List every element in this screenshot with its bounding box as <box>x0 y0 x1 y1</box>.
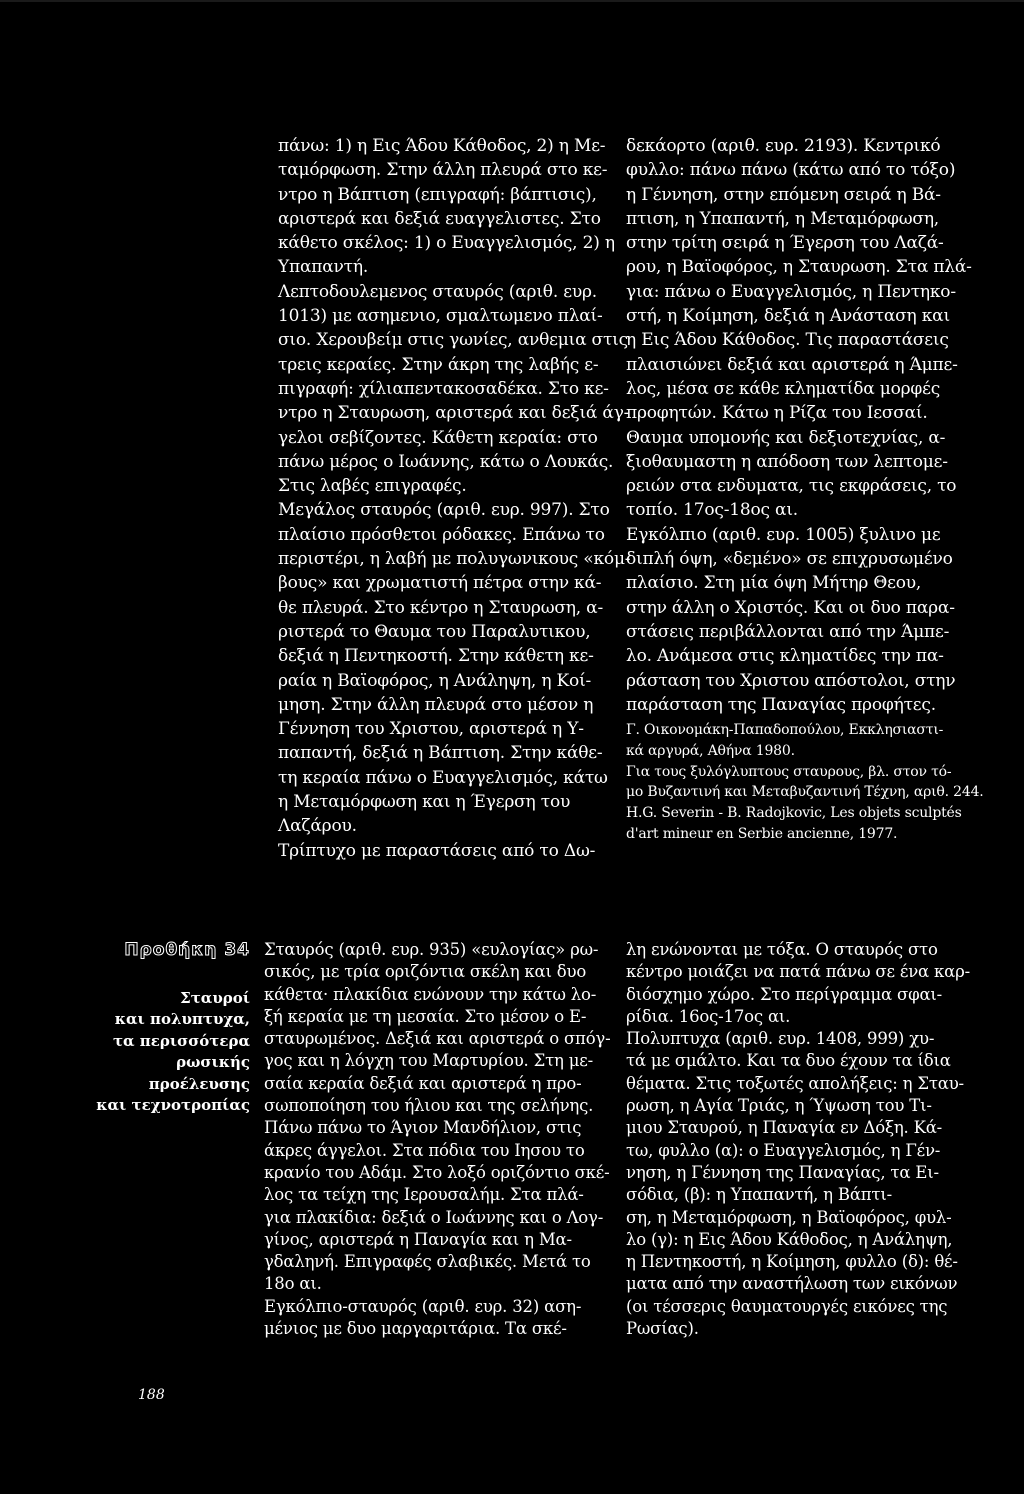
text-line: ντρο η Σταυρωση, αριστερά και δεξιά άγ- <box>278 403 630 424</box>
subtitle-line: και πολυπτυχα, <box>114 1010 250 1029</box>
text-line: τοπίο. 17ος-18ος αι. <box>626 500 798 521</box>
text-line: ξιοθαυμαστη η απόδοση των λεπτομε- <box>626 451 948 472</box>
text-line: τω, φυλλο (α): ο Ευαγγελισμός, η Γέν- <box>626 1140 941 1160</box>
text-line: σιο. Χερουβείμ στις γωνίες, ανθεμια στις <box>278 330 628 351</box>
text-line: στή, η Κοίμηση, δεξιά η Ανάσταση και <box>626 306 950 327</box>
reference-line: Γ. Οικονομάκη-Παπαδοπούλου, Εκκλησιαστι- <box>626 722 944 738</box>
text-line: 1013) με ασημενιο, σμαλτωμενο πλαί- <box>278 306 603 327</box>
reference-line: κά αργυρά, Αθήνα 1980. <box>626 742 795 759</box>
text-line: ρου, η Βαϊοφόρος, η Σταυρωση. Στα πλά- <box>626 257 972 278</box>
text-line: Λαζάρου. <box>278 816 357 837</box>
text-line: 18ο αι. <box>264 1274 322 1294</box>
reference-line: μο Βυζαντινή και Μεταβυζαντινή Τέχνη, αριθ. 244. <box>626 784 984 801</box>
text-line: νηση, η Γέννηση της Παναγίας, τα Ει- <box>626 1162 939 1182</box>
text-line: παπαντή, δεξιά η Βάπτιση. Στην κάθε- <box>278 743 603 764</box>
text-line: Πάνω πάνω το Άγιον Μανδήλιον, στις <box>264 1118 582 1138</box>
text-line: πάνω: 1) η Εις Άδου Κάθοδος, 2) η Με- <box>278 136 606 156</box>
text-line: προφητών. Κάτω η Ρίζα του Ιεσσαί. <box>626 403 928 424</box>
text-line: σαία κεραία δεξιά και αριστερά η προ- <box>264 1073 582 1093</box>
text-line: θε πλευρά. Στο κέντρο η Σταυρωση, α- <box>278 597 603 618</box>
top-left-column <box>278 134 631 863</box>
text-line: μένιος με δυο μαργαριτάρια. Τα σκέ- <box>264 1319 567 1339</box>
text-line: για πλακίδια: δεξιά ο Ιωάννης και ο Λογ- <box>264 1207 604 1227</box>
text-line: πάνω μέρος ο Ιωάννης, κάτω ο Λουκάς. <box>278 451 614 472</box>
text-line: κέντρο μοιάζει να πατά πάνω σε ένα καρ- <box>626 962 970 982</box>
subtitle-line: προέλευσης <box>148 1074 250 1093</box>
text-line: διπλή όψη, «δεμένο» σε επιχρυσωμένο <box>626 549 953 570</box>
text-line: άκρες άγγελοι. Στα πόδια του Ιησου το <box>264 1140 585 1160</box>
text-line: Μεγάλος σταυρός (αριθ. ευρ. 997). Στο <box>278 500 610 521</box>
text-line: μηση. Στην άλλη πλευρά στο μέσον η <box>278 694 594 715</box>
text-line: κρανίο του Αδάμ. Στο λοξό οριζόντιο σκέ- <box>264 1162 610 1182</box>
text-line: πιγραφή: χίλιαπεντακοσαδέκα. Στο κε- <box>278 378 609 399</box>
text-line: φυλλο: πάνω πάνω (κάτω από το τόξο) <box>626 160 956 181</box>
text-line: Ρωσίας). <box>626 1319 699 1339</box>
text-line: λο. Ανάμεσα στις κληματίδες την πα- <box>626 646 944 667</box>
text-line: πλαίσιο πρόσθετοι ρόδακες. Επάνω το <box>278 524 605 545</box>
text-line: γελοι σεβίζοντες. Κάθετη κεραία: στο <box>278 427 598 448</box>
text-line: Λεπτοδουλεμενος σταυρός (αριθ. ευρ. <box>278 281 597 302</box>
text-line: ράσταση του Χριστου απόστολοι, στην <box>626 670 956 691</box>
case-subtitle <box>80 988 250 1116</box>
subtitle-line: Σταυροί <box>180 989 250 1007</box>
references-block <box>626 720 984 845</box>
text-line: σόδια, (β): η Υπαπαντή, η Βάπτι- <box>626 1185 892 1205</box>
text-line: λη ενώνονται με τόξα. Ο σταυρός στο <box>626 940 938 959</box>
text-line: η Εις Άδου Κάθοδος. Τις παραστάσεις <box>626 330 949 351</box>
text-line: γος και η λόγχη του Μαρτυρίου. Στη με- <box>264 1051 593 1071</box>
text-line: πλαισιώνει δεξιά και αριστερά η Άμπε- <box>626 354 958 375</box>
text-line: τη κεραία πάνω ο Ευαγγελισμός, κάτω <box>278 767 608 788</box>
text-line: παράσταση της Παναγίας προφήτες. <box>626 694 936 715</box>
text-line: Υπαπαντή. <box>278 257 369 278</box>
reference-line: H.G. Severin - B. Radojkovic, Les objets sculptés <box>626 805 962 822</box>
text-line: Εγκόλπιο (αριθ. ευρ. 1005) ξυλινο με <box>626 524 941 545</box>
text-line: μιου Σταυρού, η Παναγία εν Δόξη. Κά- <box>626 1118 943 1138</box>
text-line: ντρο η Βάπτιση (επιγραφή: βάπτισις), <box>278 184 597 205</box>
reference-line: Για τους ξυλόγλυπτους σταυρους, βλ. στον τό- <box>626 763 952 780</box>
text-line: Γέννηση του Χριστου, αριστερά η Υ- <box>278 719 584 740</box>
bottom-middle-column <box>264 939 611 1340</box>
text-line: για: πάνω ο Ευαγγελισμός, η Πεντηκο- <box>626 281 956 302</box>
subtitle-line: ρωσικής <box>176 1053 250 1072</box>
text-line: ση, η Μεταμόρφωση, η Βαϊοφόρος, φυλ- <box>626 1207 952 1227</box>
text-line: τά με σμάλτο. Και τα δυο έχουν τα ίδια <box>626 1051 951 1071</box>
text-line: κάθετα· πλακίδια ενώνουν την κάτω λο- <box>264 984 597 1004</box>
text-line: (οι τέσσερις θαυματουργές εικόνες της <box>626 1296 948 1316</box>
text-line: δεκάορτο (αριθ. ευρ. 2193). Κεντρικό <box>626 136 941 156</box>
text-line: Σταυρός (αριθ. ευρ. 935) «ευλογίας» ρω- <box>264 940 599 959</box>
sidebar <box>80 940 250 1116</box>
text-line: γίνος, αριστερά η Παναγία και η Μα- <box>264 1229 572 1249</box>
subtitle-line: και τεχνοτροπίας <box>96 1096 250 1115</box>
reference-line: d'art mineur en Serbie ancienne, 1977. <box>626 825 898 842</box>
text-line: Στις λαβές επιγραφές. <box>278 476 467 497</box>
text-line: σταυρωμένος. Δεξιά και αριστερά ο σπόγ- <box>264 1029 611 1049</box>
text-line: στην άλλη ο Χριστός. Και οι δυο παρα- <box>626 597 955 618</box>
text-line: ρίδια. 16ος-17ος αι. <box>626 1006 791 1026</box>
text-line: διόσχημο χώρο. Στο περίγραμμα σφαι- <box>626 984 943 1004</box>
text-line: λος τα τείχη της Ιερουσαλήμ. Στα πλά- <box>264 1185 584 1205</box>
text-line: τρεις κεραίες. Στην άκρη της λαβής ε- <box>278 354 599 375</box>
text-line: Εγκόλπιο-σταυρός (αριθ. ευρ. 32) αση- <box>264 1296 582 1316</box>
text-line: λο (γ): η Εις Άδου Κάθοδος, η Ανάληψη, <box>626 1229 953 1249</box>
text-line: ραία η Βαϊοφόρος, η Ανάληψη, η Κοί- <box>278 670 592 691</box>
text-line: ριστερά το Θαυμα του Παραλυτικου, <box>278 621 591 642</box>
text-line: σικός, με τρία οριζόντια σκέλη και δυο <box>264 962 587 982</box>
text-line: στάσεις περιβάλλονται από την Άμπε- <box>626 621 950 642</box>
text-line: περιστέρι, η λαβή με πολυγωνικους «κόμ- <box>278 549 631 570</box>
text-line: πτιση, η Υπαπαντή, η Μεταμόρφωση, <box>626 208 940 229</box>
text-line: ρειών στα ενδυματα, τις εκφράσεις, το <box>626 476 957 497</box>
text-line: βους» και χρωματιστή πέτρα στην κά- <box>278 573 602 594</box>
text-line: Τρίπτυχο με παραστάσεις από το Δω- <box>278 840 596 861</box>
text-line: κάθετο σκέλος: 1) ο Ευαγγελισμός, 2) η <box>278 233 615 254</box>
text-line: πλαίσιο. Στη μία όψη Μήτηρ Θεου, <box>626 573 922 594</box>
text-line: στην τρίτη σειρά η Έγερση του Λαζά- <box>626 233 944 254</box>
text-line: η Μεταμόρφωση και η Έγερση του <box>278 792 571 813</box>
text-line: σωποποίηση του ήλιου και της σελήνης. <box>264 1096 594 1116</box>
text-line: η Γέννηση, στην επόμενη σειρά η Βά- <box>626 184 941 205</box>
text-line: Θαυμα υπομονής και δεξιοτεχνίας, α- <box>626 427 946 448</box>
page-number: 188 <box>138 1387 165 1403</box>
text-line: η Πεντηκοστή, η Κοίμηση, φυλλο (δ): θέ- <box>626 1252 958 1272</box>
text-line: ταμόρφωση. Στην άλλη πλευρά στο κε- <box>278 160 608 181</box>
text-line: ματα από την αναστήλωση των εικόνων <box>626 1274 958 1294</box>
bottom-right-column <box>626 939 970 1340</box>
text-line: αριστερά και δεξιά ευαγγελιστες. Στο <box>278 208 601 229</box>
text-line: λος, μέσα σε κάθε κληματίδα μορφές <box>626 378 941 399</box>
top-edge-line <box>0 0 1024 2</box>
text-line: γδαληνή. Επιγραφές σλαβικές. Μετά το <box>264 1252 591 1272</box>
text-line: Πολυπτυχα (αριθ. ευρ. 1408, 999) χυ- <box>626 1029 935 1049</box>
text-line: δεξιά η Πεντηκοστή. Στην κάθετη κε- <box>278 646 594 667</box>
case-title: Προθήκη 34 <box>124 940 250 960</box>
subtitle-line: τα περισσότερα <box>112 1031 250 1050</box>
text-line: ρωση, η Αγία Τριάς, η Ύψωση του Τι- <box>626 1096 932 1116</box>
text-line: ξή κεραία με τη μεσαία. Στο μέσον ο Ε- <box>264 1006 587 1026</box>
text-line: θέματα. Στις τοξωτές απολήξεις: η Σταυ- <box>626 1073 964 1093</box>
top-right-column <box>626 134 972 717</box>
